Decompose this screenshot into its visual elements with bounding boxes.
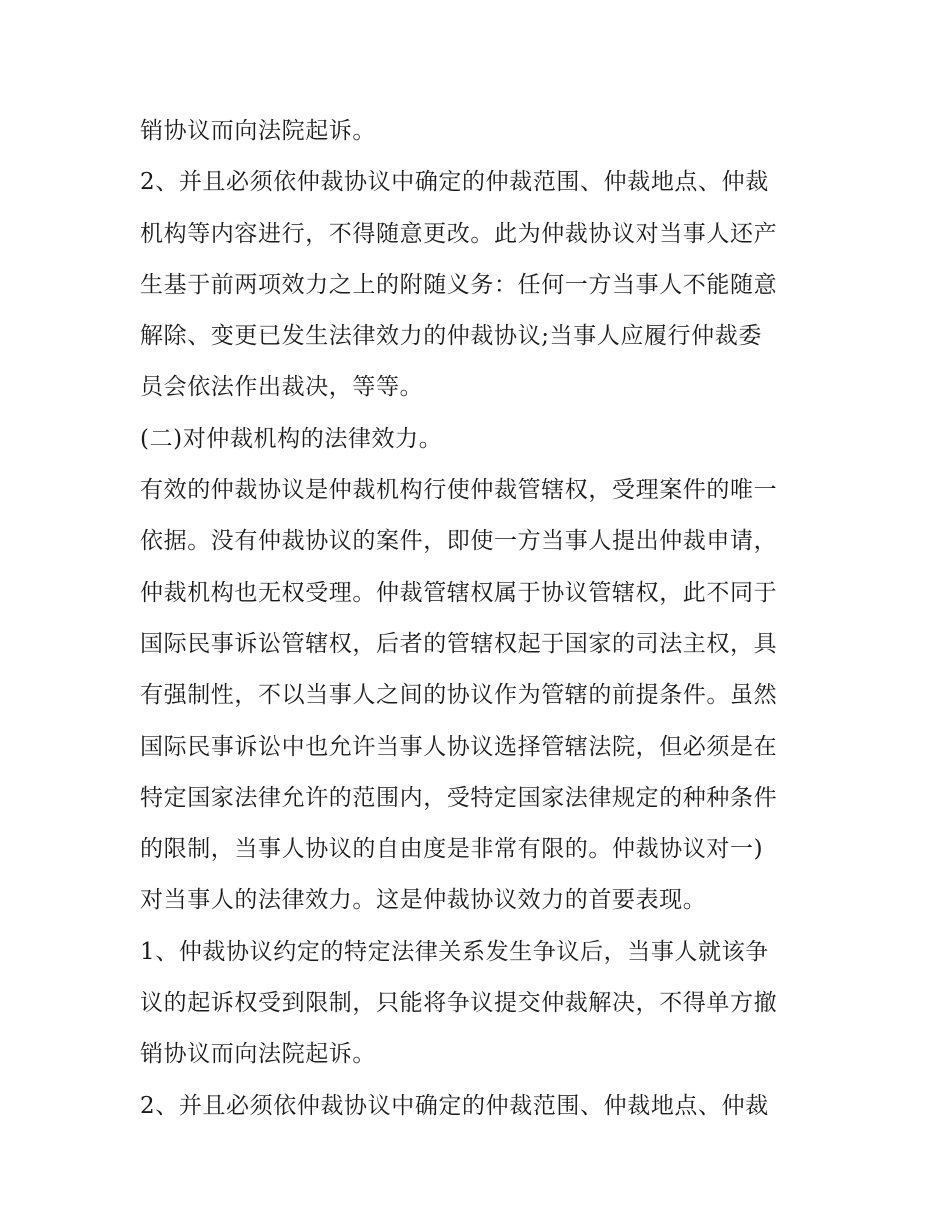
text-line: 对当事人的法律效力。这是仲裁协议效力的首要表现。 bbox=[140, 887, 707, 914]
text-line: 销协议而向法院起诉。 bbox=[140, 118, 376, 144]
text-line: 仲裁机构也无权受理。仲裁管辖权属于协议管辖权，此不同于 bbox=[140, 579, 778, 606]
text-line: 销协议而向法院起诉。 bbox=[140, 1041, 376, 1068]
text-line: 国际民事诉讼管辖权，后者的管辖权起于国家的司法主权，具 bbox=[140, 630, 778, 657]
text-line: 机构等内容进行，不得随意更改。此为仲裁协议对当事人还产 bbox=[140, 220, 778, 247]
text-line: 的限制，当事人协议的自由度是非常有限的。仲裁协议对一) bbox=[140, 836, 764, 863]
text-line: 1、仲裁协议约定的特定法律关系发生争议后，当事人就该争 bbox=[140, 938, 769, 965]
text-line: 特定国家法律允许的范围内，受特定国家法律规定的种种条件 bbox=[140, 784, 778, 811]
section-heading: (二)对仲裁机构的法律效力。 bbox=[140, 425, 443, 452]
text-line: 生基于前两项效力之上的附随义务：任何一方当事人不能随意 bbox=[140, 271, 778, 298]
text-line: 解除、变更已发生法律效力的仲裁协议;当事人应履行仲裁委 bbox=[140, 323, 762, 350]
text-line: 依据。没有仲裁协议的案件，即使一方当事人提出仲裁申请， bbox=[140, 528, 778, 555]
text-line: 2、并且必须依仲裁协议中确定的仲裁范围、仲裁地点、仲裁 bbox=[140, 169, 769, 196]
text-line: 有效的仲裁协议是仲裁机构行使仲裁管辖权，受理案件的唯一 bbox=[140, 477, 778, 504]
body-text bbox=[140, 106, 820, 1132]
text-line: 有强制性，不以当事人之间的协议作为管辖的前提条件。虽然 bbox=[140, 682, 778, 709]
text-line: 2、并且必须依仲裁协议中确定的仲裁范围、仲裁地点、仲裁 bbox=[140, 1092, 769, 1119]
text-line: 议的起诉权受到限制，只能将争议提交仲裁解决，不得单方撤 bbox=[140, 990, 778, 1017]
text-line: 国际民事诉讼中也允许当事人协议选择管辖法院，但必须是在 bbox=[140, 733, 778, 760]
text-line: 员会依法作出裁决，等等。 bbox=[140, 374, 424, 401]
